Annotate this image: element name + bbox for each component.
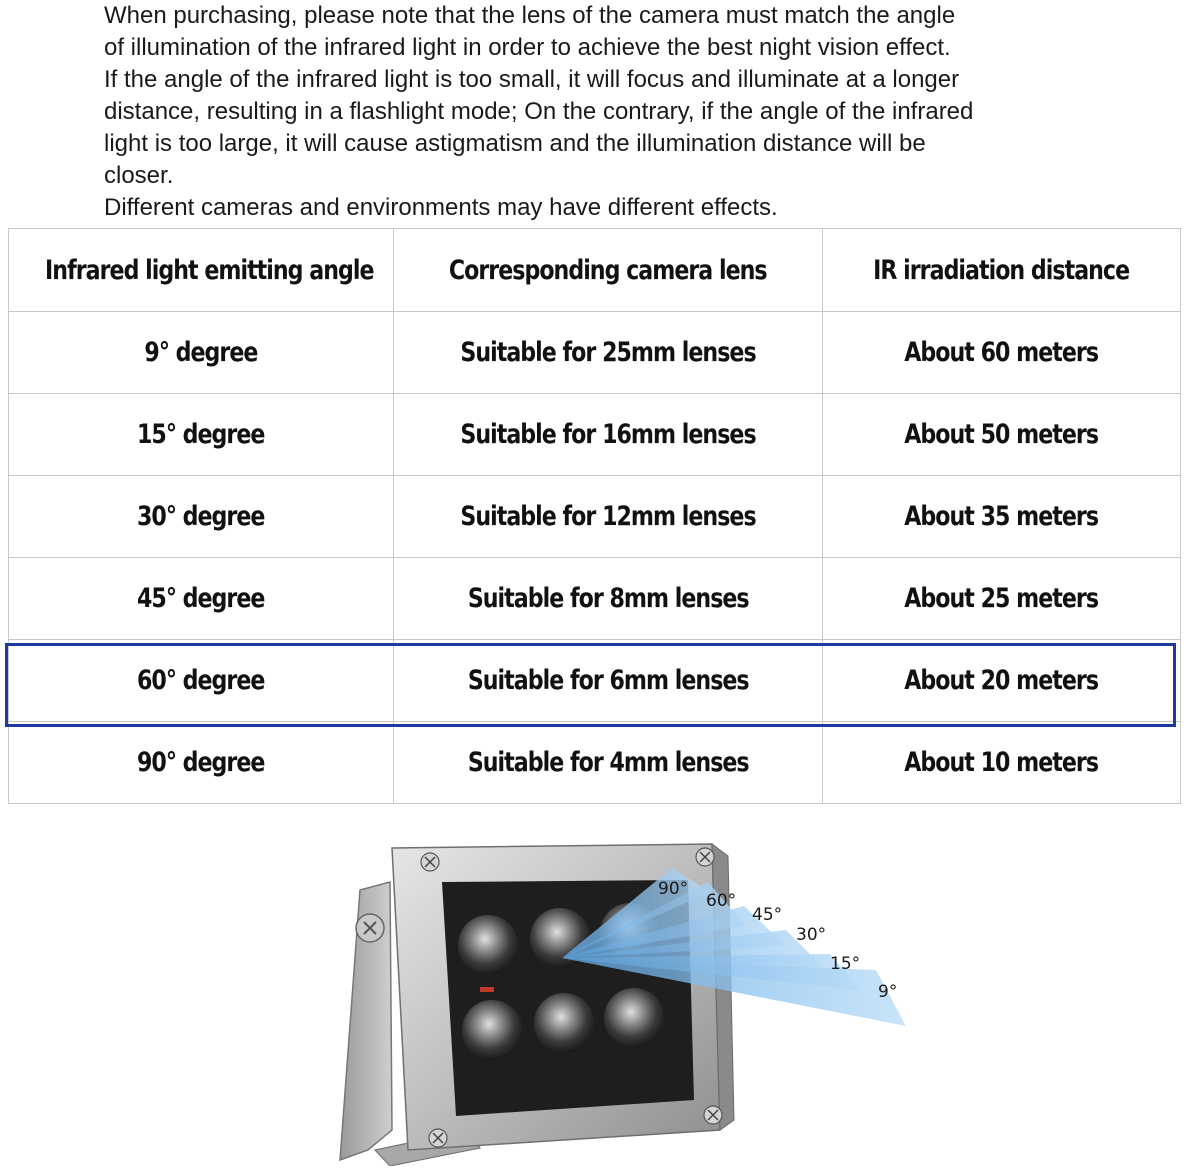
cell-lens: Suitable for 25mm lenses bbox=[394, 312, 823, 394]
cell-angle: 15° degree bbox=[9, 394, 394, 476]
cell-distance: About 35 meters bbox=[823, 476, 1181, 558]
angle-label: 60° bbox=[706, 891, 737, 911]
cell-distance: About 20 meters bbox=[823, 640, 1181, 722]
intro-line: Different cameras and environments may have different effects. bbox=[104, 194, 778, 221]
led-icon bbox=[534, 993, 594, 1053]
intro-line: When purchasing, please note that the lens of the camera must match the angle bbox=[104, 2, 956, 29]
spec-table bbox=[8, 228, 1181, 804]
cell-angle: 30° degree bbox=[9, 476, 394, 558]
cell-distance: About 50 meters bbox=[823, 394, 1181, 476]
intro-line: closer. bbox=[104, 162, 174, 189]
cell-angle: 90° degree bbox=[9, 722, 394, 804]
cell-lens: Suitable for 8mm lenses bbox=[394, 558, 823, 640]
cell-distance: About 60 meters bbox=[823, 312, 1181, 394]
table-row bbox=[9, 476, 1181, 558]
angle-label: 9° bbox=[878, 982, 898, 1002]
table-row bbox=[9, 394, 1181, 476]
intro-line: distance, resulting in a flashlight mode; On the contrary, if the angle of the infrared bbox=[104, 98, 974, 125]
cell-lens: Suitable for 4mm lenses bbox=[394, 722, 823, 804]
angle-label: 45° bbox=[752, 905, 783, 925]
cell-distance: About 25 meters bbox=[823, 558, 1181, 640]
photo-sensor-icon bbox=[480, 987, 494, 992]
angle-label: 90° bbox=[658, 879, 689, 899]
cell-lens: Suitable for 12mm lenses bbox=[394, 476, 823, 558]
cell-angle: 9° degree bbox=[9, 312, 394, 394]
header-angle: Infrared light emitting angle bbox=[9, 229, 394, 312]
table-row-highlighted bbox=[9, 640, 1181, 722]
cell-angle: 60° degree bbox=[9, 640, 394, 722]
cell-distance: About 10 meters bbox=[823, 722, 1181, 804]
led-icon bbox=[458, 915, 518, 975]
angle-label: 15° bbox=[830, 954, 861, 974]
ir-illuminator-svg bbox=[320, 830, 920, 1166]
cell-lens: Suitable for 16mm lenses bbox=[394, 394, 823, 476]
intro-line: of illumination of the infrared light in order to achieve the best night vision effect. bbox=[104, 34, 951, 61]
cell-angle: 45° degree bbox=[9, 558, 394, 640]
intro-text bbox=[104, 0, 1104, 224]
led-icon bbox=[462, 1000, 522, 1060]
intro-line: If the angle of the infrared light is too small, it will focus and illuminate at a longer bbox=[104, 66, 960, 93]
table-row bbox=[9, 312, 1181, 394]
intro-line: light is too large, it will cause astigmatism and the illumination distance will be bbox=[104, 130, 926, 157]
led-icon bbox=[604, 988, 664, 1048]
cell-lens: Suitable for 6mm lenses bbox=[394, 640, 823, 722]
table-row bbox=[9, 558, 1181, 640]
header-distance: IR irradiation distance bbox=[823, 229, 1181, 312]
ir-illuminator-illustration bbox=[320, 830, 920, 1166]
header-lens: Corresponding camera lens bbox=[394, 229, 823, 312]
angle-label: 30° bbox=[796, 925, 827, 945]
table-header-row bbox=[9, 229, 1181, 312]
table-row bbox=[9, 722, 1181, 804]
